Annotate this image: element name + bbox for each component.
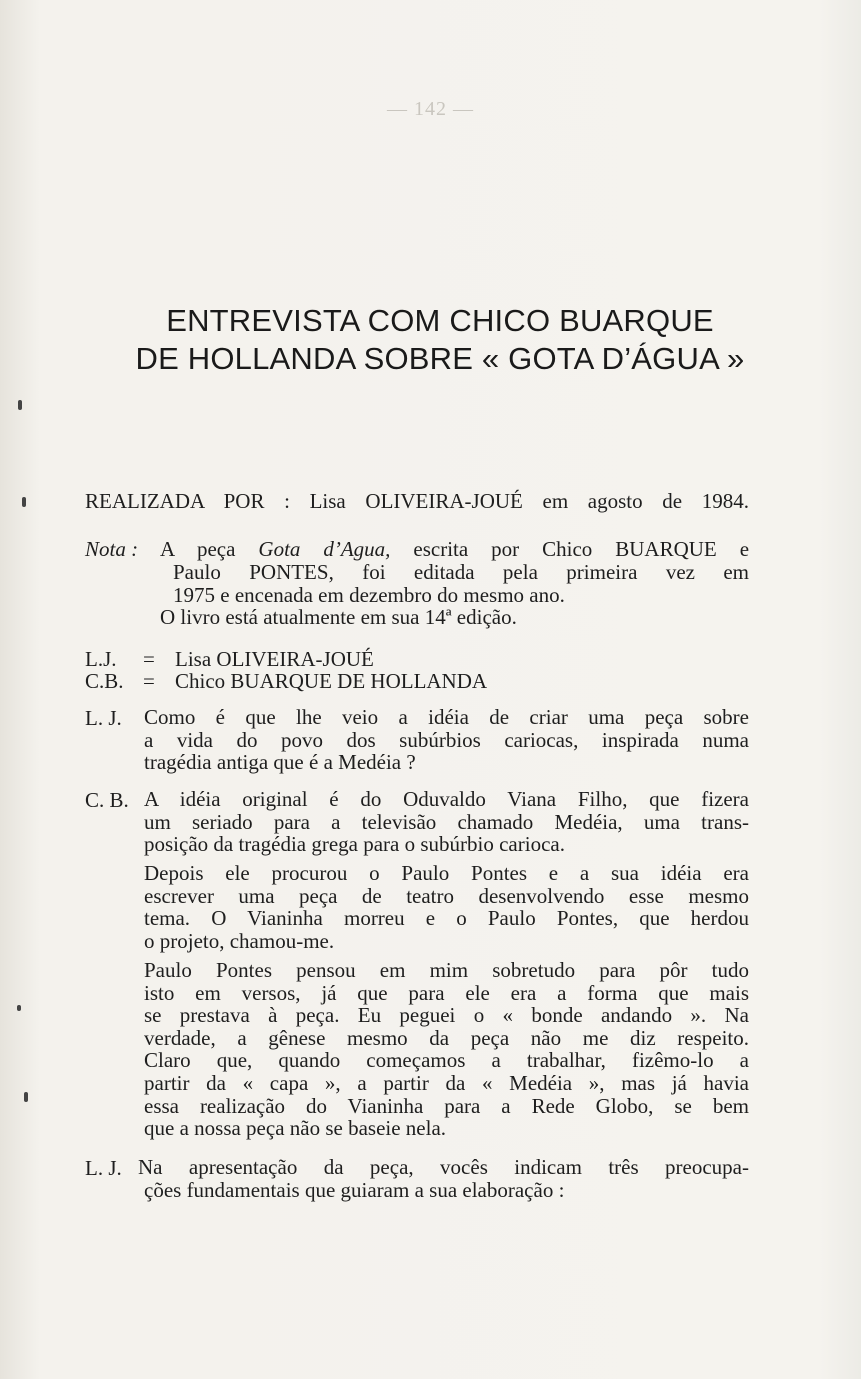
scan-speck	[24, 1092, 28, 1102]
a1-line: Paulo Pontes pensou em mim sobretudo para pôr tudo	[144, 958, 749, 982]
scan-speck	[18, 400, 22, 410]
page-number: — 142 —	[387, 98, 474, 120]
interview-title	[90, 302, 790, 378]
abbr-row-lj	[85, 648, 374, 671]
scan-speck	[22, 497, 26, 507]
nota-line-2: Paulo PONTES, foi editada pela primeira vez em	[173, 560, 749, 584]
abbr-lj-name: Lisa OLIVEIRA-JOUÉ	[175, 647, 374, 671]
a1-line: o projeto, chamou-me.	[144, 928, 335, 953]
speaker-lj: L. J.	[85, 706, 122, 730]
abbr-lj: L.J.	[85, 647, 117, 671]
nota-line-1a: A peça	[160, 537, 236, 561]
a1-line: um seriado para a televisão chamado Medéia, uma trans-	[144, 809, 749, 834]
nota-line-3: 1975 e encenada em dezembro do mesmo ano.	[173, 582, 565, 607]
a1-line: tema. O Vianinha morreu e o Paulo Pontes, que herdou	[144, 906, 749, 931]
question-2	[138, 1156, 749, 1201]
q2-line: ções fundamentais que guiaram a sua elaboração :	[144, 1177, 565, 1202]
realizada-line	[85, 490, 749, 513]
abbr-cb-name: Chico BUARQUE DE HOLLANDA	[175, 669, 488, 693]
a1-line: Claro que, quando começamos a trabalhar, fizêmo-lo a	[144, 1048, 749, 1073]
q2-line: Na apresentação da peça, vocês indicam três preocupa-	[138, 1155, 749, 1179]
speaker-lj-2: L. J.	[85, 1156, 122, 1180]
a1-line: se prestava à peça. Eu peguei o « bonde andando ». Na	[144, 1003, 749, 1028]
nota-label	[85, 538, 138, 561]
scan-speck	[17, 1005, 21, 1011]
abbr-sep: =	[143, 647, 155, 671]
nota-line-1c: escrita por Chico BUARQUE e	[413, 537, 750, 561]
title-line-1: ENTREVISTA COM CHICO BUARQUE	[166, 303, 714, 338]
a1-line: verdade, a gênese mesmo da peça não me diz respeito.	[144, 1025, 749, 1050]
abbr-cb: C.B.	[85, 669, 124, 693]
answer-1-para-3	[144, 959, 749, 1140]
q1-line: a vida do povo dos subúrbios cariocas, inspirada numa	[144, 727, 749, 752]
a1-line: essa realização do Vianinha para a Rede Globo, se bem	[144, 1093, 749, 1118]
q1-line: tragédia antiga que é a Medéia ?	[144, 750, 416, 775]
abbr-sep: =	[143, 669, 155, 693]
q1-line: Como é que lhe veio a idéia de criar uma peça sobre	[144, 705, 749, 729]
a1-line: que a nossa peça não se baseie nela.	[144, 1116, 447, 1141]
nota-label-text: Nota :	[85, 537, 139, 561]
nota-block-cont	[160, 560, 749, 630]
nota-line-4: O livro está atualmente em sua 14ª edição.	[160, 605, 517, 630]
realizada-text: REALIZADA POR : Lisa OLIVEIRA-JOUÉ em agosto de 1984.	[85, 489, 749, 513]
a1-line: partir da « capa », a partir da « Medéia », mas já havia	[144, 1070, 749, 1095]
question-1	[144, 706, 749, 774]
a1-line: escrever uma peça de teatro desenvolvendo esse mesmo	[144, 883, 749, 908]
a1-line: A idéia original é do Oduvaldo Viana Filho, que fizera	[144, 787, 749, 811]
answer-1-para-1	[144, 788, 749, 856]
a1-line: posição da tragédia grega para o subúrbio carioca.	[144, 832, 565, 857]
nota-line-1	[160, 538, 749, 561]
answer-1-para-2	[144, 862, 749, 952]
abbr-row-cb	[85, 670, 487, 693]
a1-line: isto em versos, já que para ele era a forma que mais	[144, 980, 749, 1005]
nota-play-title: Gota d’Agua,	[258, 537, 391, 561]
title-line-2: DE HOLLANDA SOBRE « GOTA D’ÁGUA »	[135, 341, 745, 376]
speaker-cb: C. B.	[85, 788, 129, 812]
a1-line: Depois ele procurou o Paulo Pontes e a sua idéia era	[144, 861, 749, 885]
nota-block	[160, 538, 749, 561]
